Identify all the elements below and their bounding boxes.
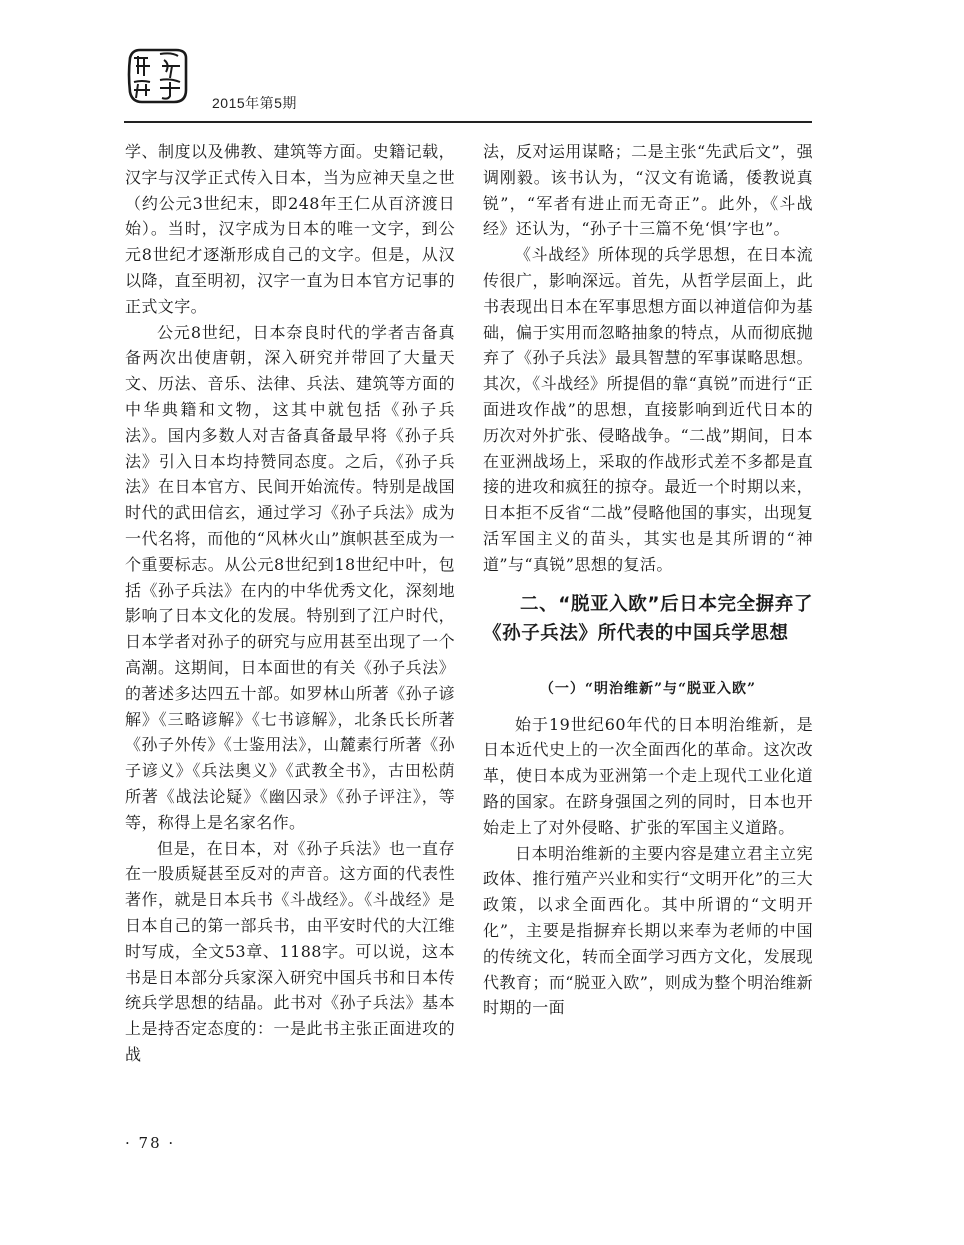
journal-logo bbox=[124, 44, 192, 108]
paragraph: 法，反对运用谋略；二是主张“先武后文”，强调刚毅。该书认为，“汉文有诡谲，倭教说真锐”，“军者有进止而无奇正”。此外，《斗战经》还认为，“孙子十三篇不免‘惧’字也”。 bbox=[483, 142, 813, 239]
paragraph: 公元8世纪，日本奈良时代的学者吉备真备两次出使唐朝，深入研究并带回了大量天文、历法、音乐、法律、兵法、建筑等方面的中华典籍和文物，这其中就包括《孙子兵法》。国内多数人对吉备真备最早将《孙子兵法》引入日本均持赞同态度。之后，《孙子兵法》在日本官方、民间开始流传。特别是战国时代的武田信玄，通过学习《孙子兵法》成为一代名将，而他的“风林火山”旗帜甚至成为一个重要标志。从公元8世纪到18世纪中叶，包括《孙子兵法》在内的中华优秀文化，深刻地影响了日本文化的发展。特别到了江户时代，日本学者对孙子的研究与应用甚至出现了一个高潮。这期间，日本面世的有关《孙子兵法》的著述多达四五十部。如罗林山所著《孙子谚解》《三略谚解》《七书谚解》，北条氏长所著《孙子外传》《士鉴用法》，山麓素行所著《孙子谚义》《兵法奥义》《武教全书》，古田松荫所著《战法论疑》《幽囚录》《孙子评注》，等等，称得上是名家名作。 bbox=[125, 322, 455, 832]
paragraph: 日本明治维新的主要内容是建立君主立宪政体、推行殖产兴业和实行“文明开化”的三大政策，以求全面西化。其中所谓的“文明开化”，主要是指摒弃长期以来奉为老师的中国的传统文化，转而全面学习西方文化，发展现代教育；而“脱亚入欧”，则成为整个明治维新时期的一面 bbox=[483, 843, 813, 1018]
page-number: · 78 · bbox=[125, 1134, 176, 1152]
paragraph: 但是，在日本，对《孙子兵法》也一直存在一股质疑甚至反对的声音。这方面的代表性著作，就是日本兵书《斗战经》。《斗战经》是日本自己的第一部兵书，由平安时代的大江维时写成，全文53章、1188字。可以说，这本书是日本部分兵家深入研究中国兵书和日本传统兵学思想的结晶。此书对《孙子兵法》基本上是持否定态度的：一是此书主张正面进攻的战 bbox=[125, 838, 455, 1064]
paragraph: 《斗战经》所体现的兵学思想，在日本流传很广，影响深远。首先，从哲学层面上，此书表现出日本在军事思想方面以神道信仰为基础，偏于实用而忽略抽象的特点，从而彻底抛弃了《孙子兵法》最具智慧的军事谋略思想。其次，《斗战经》所提倡的靠“真锐”而进行“正面进攻作战”的思想，直接影响到近代日本的历次对外扩张、侵略战争。“二战”期间，日本在亚洲战场上，采取的作战形式差不多都是直接的进攻和疯狂的掠夺。最近一个时期以来，日本拒不反省“二战”侵略他国的事实，出现复活军国主义的苗头，其实也是其所谓的“神道”与“真锐”思想的复活。 bbox=[483, 245, 813, 574]
paragraph: 始于19世纪60年代的日本明治维新，是日本近代史上的一次全面西化的革命。这次改革，使日本成为亚洲第一个走上现代工业化道路的国家。在跻身强国之列的同时，日本也开始走上了对外侵略、扩张的军国主义道路。 bbox=[483, 714, 813, 837]
right-column bbox=[483, 139, 813, 1021]
left-column bbox=[125, 139, 455, 1068]
subsection-heading: （一）“明治维新”与“脱亚入欧” bbox=[539, 680, 757, 697]
paragraph: 学、制度以及佛教、建筑等方面。史籍记载，汉字与汉学正式传入日本，当为应神天皇之世（约公元3世纪末，即248年王仁从百济渡日始）。当时，汉字成为日本的唯一文字，到公元8世纪才逐渐形成自己的文字。但是，从汉以降，直至明初，汉字一直为日本官方记事的正式文字。 bbox=[125, 142, 455, 316]
issue-label: 2015年第5期 bbox=[212, 95, 297, 111]
header-rule bbox=[124, 121, 812, 123]
section-heading: 二、“脱亚入欧”后日本完全摒弃了《孙子兵法》所代表的中国兵学思想 bbox=[483, 593, 813, 644]
